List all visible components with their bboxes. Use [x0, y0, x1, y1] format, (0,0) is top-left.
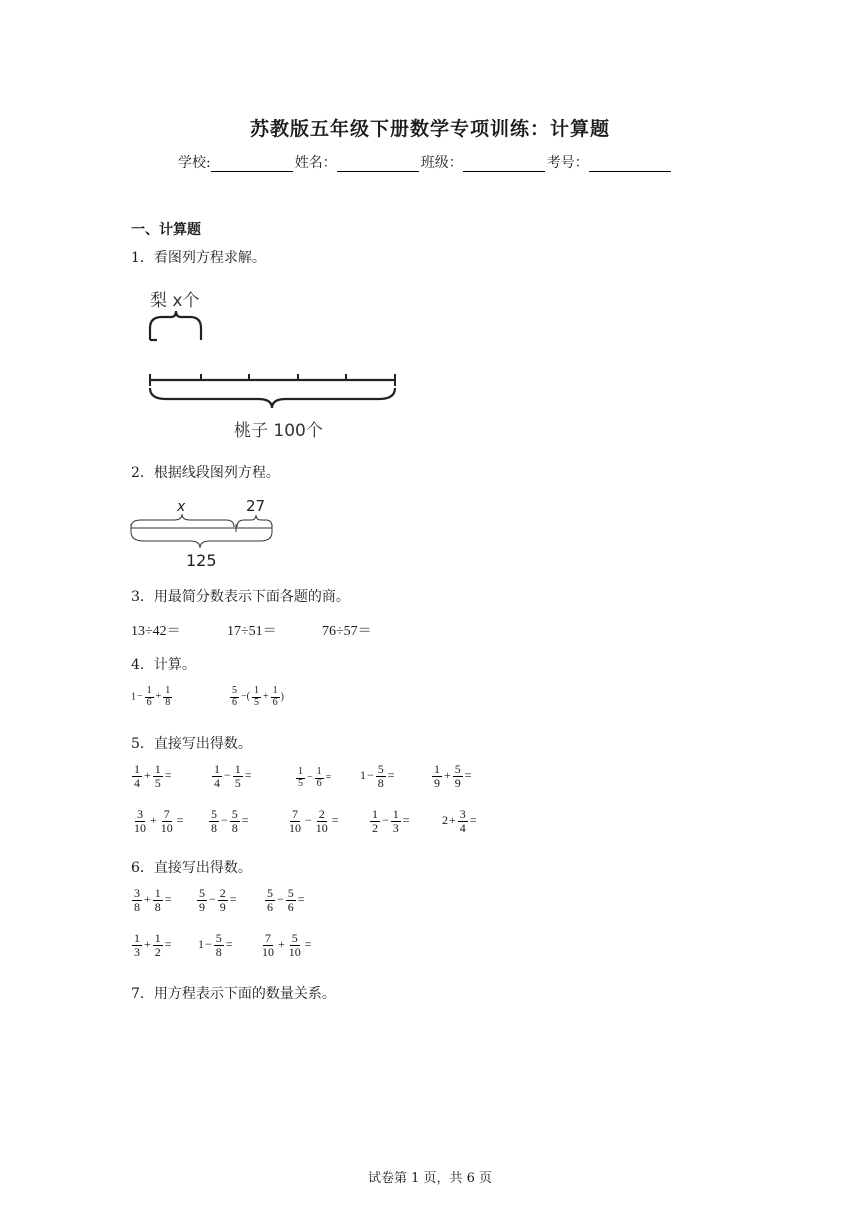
- q5-r1-expr-4: 1− $\frac{5}{8}$ =: [360, 762, 395, 790]
- school-blank[interactable]: [211, 157, 293, 172]
- q6-r1-expr-1: $\frac{3}{8}$ + $\frac{1}{8}$ =: [134, 886, 172, 914]
- page-title: 苏教版五年级下册数学专项训练：计算题: [249, 118, 610, 140]
- q3-expr-2: 17÷51＝: [227, 624, 277, 639]
- question-2-text: 2．根据线段图列方程。: [131, 465, 280, 481]
- q2-27-label: 27: [246, 497, 266, 515]
- q5-r2-expr-5: 2+ $\frac{3}{4}$ =: [442, 807, 477, 835]
- q3-expr-3: 76÷57＝: [322, 624, 372, 639]
- q5-r1-expr-2: $\frac{1}{4}$ − $\frac{1}{5}$ =: [214, 762, 252, 790]
- q6-r1-expr-2: $\frac{5}{9}$ − $\frac{2}{9}$ =: [199, 886, 237, 914]
- class-label: 班级：: [420, 155, 463, 171]
- q4-expr-2: $\frac{5}{6}$ −( $\frac{1}{5}$ + $\frac{1}{6}$ ): [232, 685, 284, 708]
- exam-no-label: 考号：: [546, 155, 589, 171]
- exam-no-blank[interactable]: [589, 157, 671, 172]
- class-blank[interactable]: [463, 157, 545, 172]
- q6-r2-expr-3: $\frac{7}{10}$ + $\frac{5}{10}$ =: [262, 931, 312, 959]
- q5-r1-expr-1: $\frac{1}{4}$ + $\frac{1}{5}$ =: [134, 762, 172, 790]
- q2-x-label: x: [177, 499, 186, 515]
- q6-r1-expr-3: $\frac{5}{6}$ − $\frac{5}{6}$ =: [267, 886, 305, 914]
- q6-r2-expr-1: $\frac{1}{3}$ + $\frac{1}{2}$ =: [134, 931, 172, 959]
- q1-pear-label: 梨 x个: [150, 291, 200, 311]
- q5-r2-expr-1: $\frac{3}{10}$ + $\frac{7}{10}$ =: [134, 807, 184, 835]
- name-blank[interactable]: [337, 157, 419, 172]
- name-label: 姓名：: [294, 155, 337, 171]
- q1-peach-label: 桃子 100个: [234, 421, 323, 441]
- question-4-text: 4．计算。: [131, 657, 196, 673]
- q3-expr-1: 13÷42＝: [131, 624, 181, 639]
- q1-bottom-brace: [150, 388, 395, 408]
- question-1-text: 1．看图列方程求解。: [131, 250, 266, 266]
- q2-line-diagram: [126, 492, 286, 572]
- school-label: 学校:: [178, 155, 211, 171]
- question-6-text: 6．直接写出得数。: [131, 860, 252, 876]
- question-7-text: 7．用方程表示下面的数量关系。: [131, 986, 336, 1002]
- q5-r2-expr-3: $\frac{7}{10}$ − $\frac{2}{10}$ =: [289, 807, 339, 835]
- q5-r2-expr-2: $\frac{5}{8}$ − $\frac{5}{8}$ =: [211, 807, 249, 835]
- q5-r2-expr-4: $\frac{1}{2}$ − $\frac{1}{3}$ =: [372, 807, 410, 835]
- question-3-text: 3．用最简分数表示下面各题的商。: [131, 589, 350, 605]
- question-5-text: 5．直接写出得数。: [131, 736, 252, 752]
- section-heading: 一、计算题: [131, 222, 201, 238]
- student-info-line: [178, 152, 673, 172]
- page-footer: 试卷第 1 页，共 6 页: [367, 1171, 493, 1186]
- q1-line-diagram: [138, 284, 408, 444]
- q2-125-label: 125: [186, 551, 217, 570]
- q1-top-brace: [150, 311, 201, 328]
- q4-expr-1: 1− $\frac{1}{6}$ + $\frac{1}{8}$: [131, 685, 171, 708]
- q5-r1-expr-5: $\frac{1}{9}$ + $\frac{5}{9}$ =: [434, 762, 472, 790]
- q5-r1-expr-3: $\frac{1}{5}$ − $\frac{1}{6}$ =: [298, 766, 332, 789]
- q6-r2-expr-2: 1− $\frac{5}{8}$ =: [198, 931, 233, 959]
